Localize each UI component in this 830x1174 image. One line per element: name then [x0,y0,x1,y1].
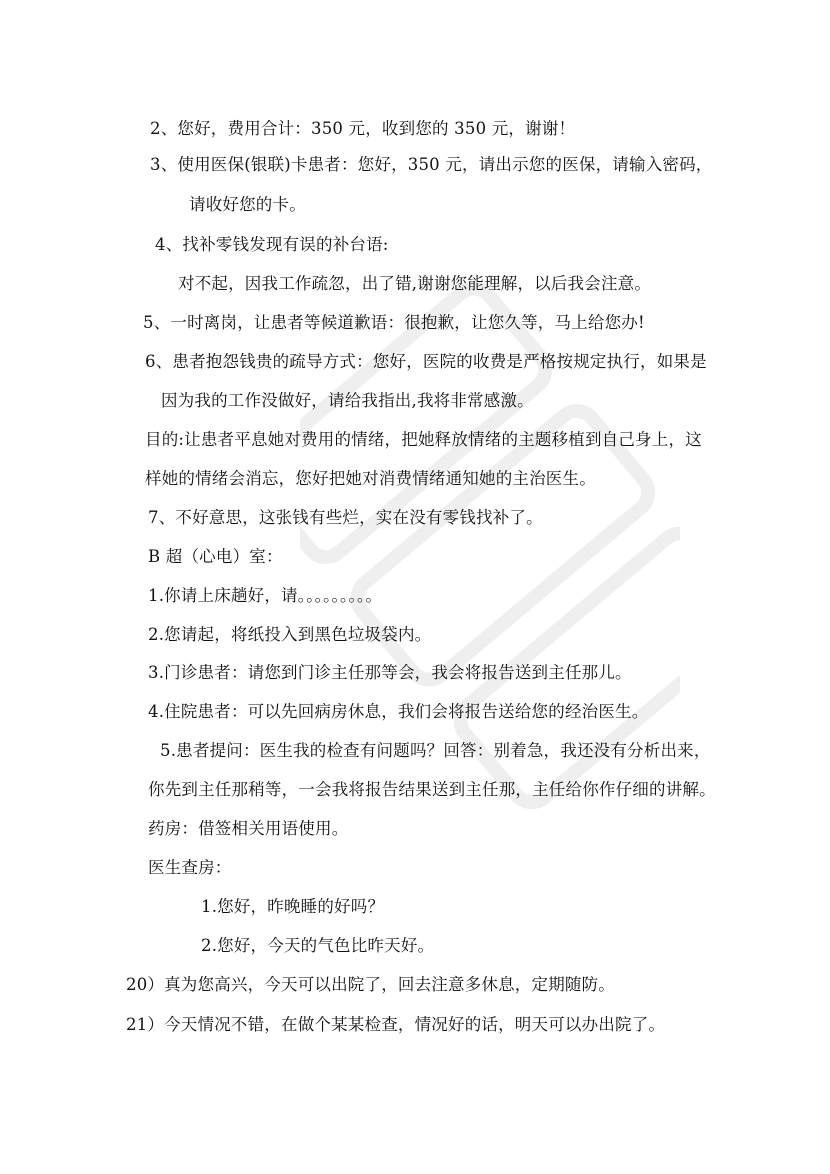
text-line: 4、找补零钱发现有误的补台语: [155,235,389,254]
text-line: 药房：借签相关用语使用。 [148,819,349,838]
section-heading: 医生查房： [148,858,232,877]
text-line: 6、患者抱怨钱贵的疏导方式：您好，医院的收费是严格按规定执行，如果是 [145,352,707,371]
text-line: 5.患者提问：医生我的检查有问题吗？回答：别着急，我还没有分析出来， [160,741,711,760]
text-line: 样她的情绪会消忘，您好把她对消费情绪通知她的主治医生。 [145,469,596,488]
text-line: 2、您好，费用合计：350 元，收到您的 350 元，谢谢！ [150,119,576,138]
text-line: 4.住院患者：可以先回病房休息，我们会将报告送给您的经治医生。 [148,702,649,721]
text-line: 20）真为您高兴，今天可以出院了，回去注意多休息，定期随防。 [126,975,615,994]
text-line: 21）今天情况不错，在做个某某检查，情况好的话，明天可以办出院了。 [126,1015,666,1034]
text-line: 1.您好，昨晚睡的好吗？ [201,897,385,916]
text-line: 对不起，因我工作疏忽，出了错,谢谢您能理解，以后我会注意。 [178,274,652,293]
text-line: 目的:让患者平息她对费用的情绪，把她释放情绪的主题移植到自己身上，这 [145,430,702,449]
text-line: 请收好您的卡。 [189,195,306,214]
text-line: 3、使用医保(银联)卡患者：您好，350 元，请出示您的医保，请输入密码， [150,155,713,174]
text-line: 7、不好意思，这张钱有些烂，实在没有零钱找补了。 [148,508,543,527]
text-line: 1.你请上床趟好，请。。。。。。。。。 [148,586,383,605]
text-line: 2.您请起，将纸投入到黑色垃圾袋内。 [148,625,432,644]
text-line: 3.门诊患者：请您到门诊主任那等会，我会将报告送到主任那儿。 [148,663,632,682]
section-heading: B 超（心电）室： [148,547,283,566]
text-line: 5、一时离岗，让患者等候道歉语：很抱歉，让您久等，马上给您办! [143,313,645,332]
text-line: 你先到主任那稍等，一会我将报告结果送到主任那，主任给你作仔细的讲解。 [148,780,716,799]
text-line: 因为我的工作没做好，请给我指出,我将非常感激。 [161,391,534,410]
text-line: 2.您好，今天的气色比昨天好。 [201,936,435,955]
